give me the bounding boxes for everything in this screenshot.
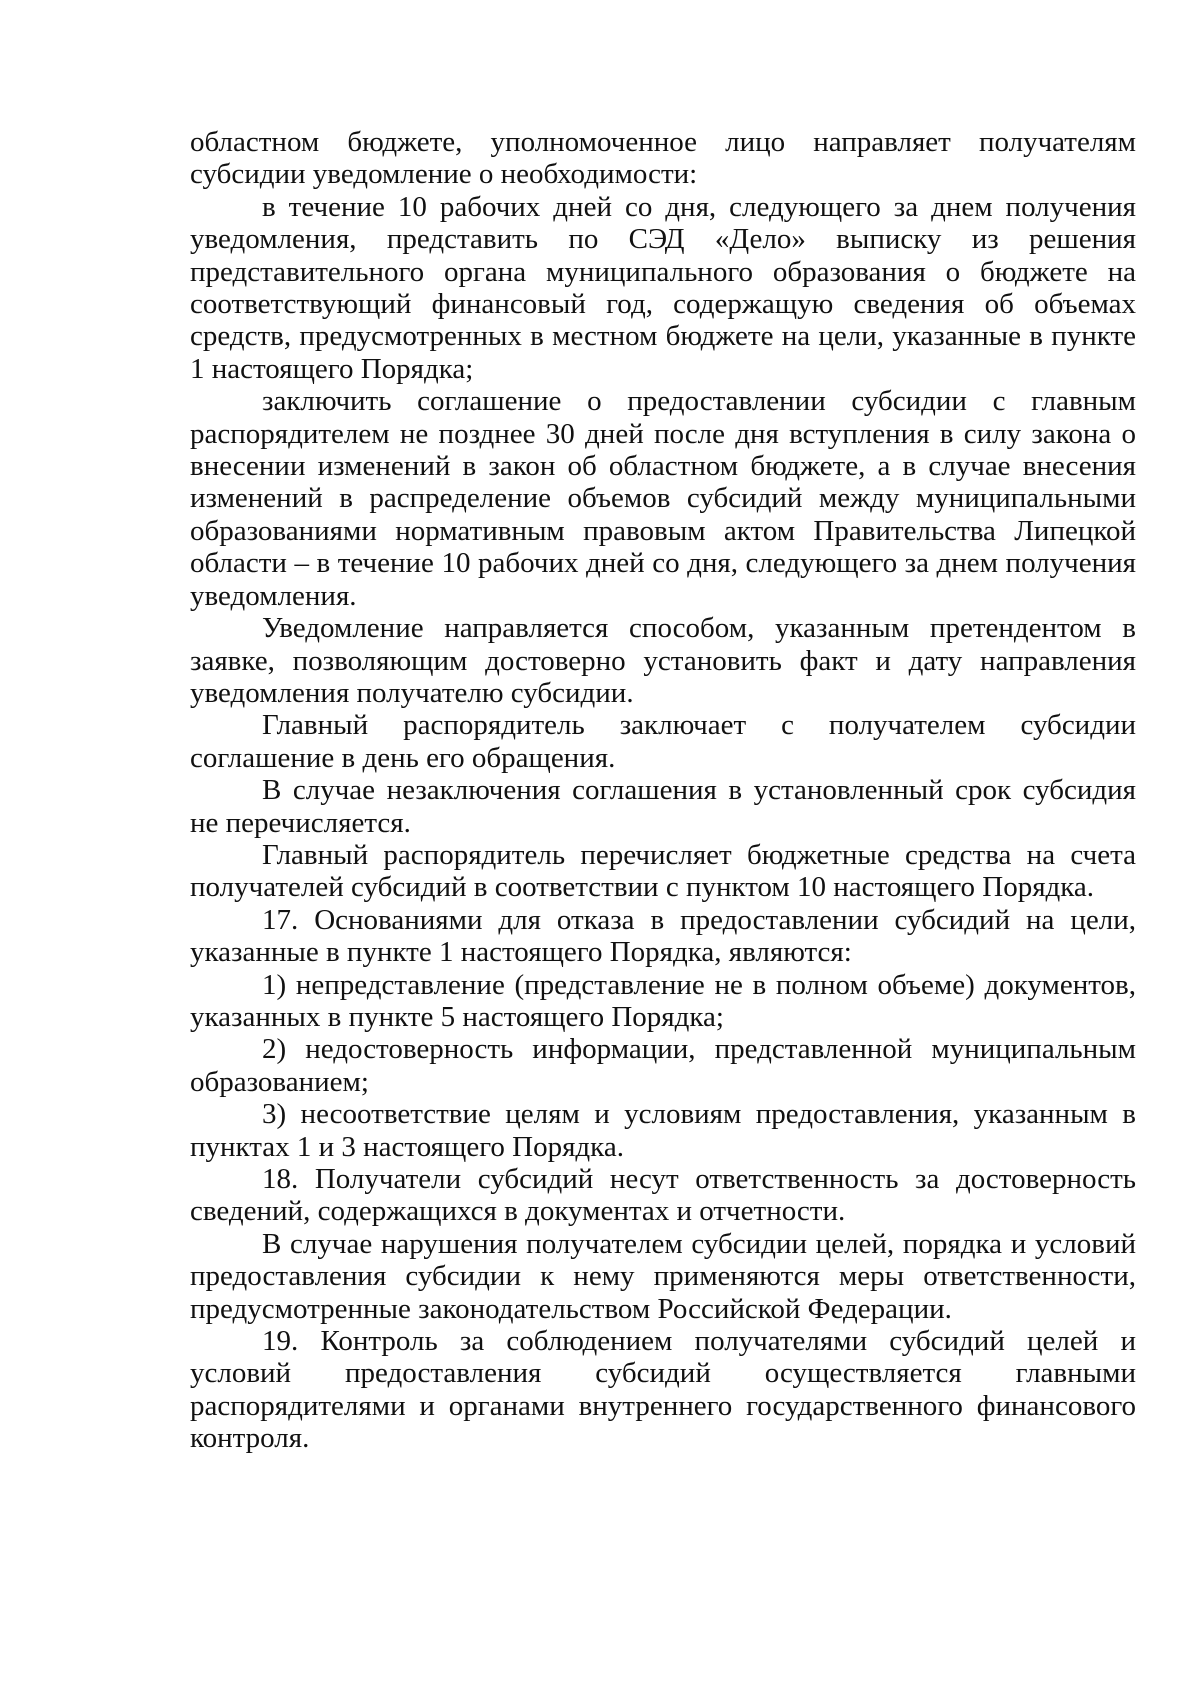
- paragraph-17-item-1: 1) непредставление (представление не в полном объеме) документов, указанных в пункте 5 настоящего Порядка;: [190, 968, 1136, 1033]
- paragraph-19-control: 19. Контроль за соблюдением получателями субсидий целей и условий предоставления субсидий осуществляется главными распорядителями и органами внутреннего государственного финансового контроля.: [190, 1325, 1136, 1455]
- paragraph-17-refusal-grounds: 17. Основаниями для отказа в предоставлении субсидий на цели, указанные в пункте 1 настоящего Порядка, являются:: [190, 903, 1136, 969]
- paragraph-18-violation: В случае нарушения получателем субсидии целей, порядка и условий предоставления субсидии к нему применяются меры ответственности, предусмотренные законодательством Российской Федерации.: [190, 1227, 1136, 1325]
- paragraph-agreement-day: Главный распорядитель заключает с получателем субсидии соглашение в день его обращения.: [190, 709, 1136, 774]
- document-body: [190, 126, 1136, 1455]
- paragraph-18-responsibility: 18. Получатели субсидий несут ответственность за достоверность сведений, содержащихся в документах и отчетности.: [190, 1163, 1136, 1228]
- paragraph-17-item-3: 3) несоответствие целям и условиям предоставления, указанным в пунктах 1 и 3 настоящего Порядка.: [190, 1098, 1136, 1163]
- paragraph-extract-deadline: в течение 10 рабочих дней со дня, следующего за днем получения уведомления, представить по СЭД «Дело» выписку из решения представительного органа муниципального образования о бюджете на соответствующий финансовый год, содержащую сведения об объемах средств, предусмотренных в местном бюджете на цели, указанные в пункте 1 настоящего Порядка;: [190, 190, 1136, 385]
- paragraph-agreement-deadline: заключить соглашение о предоставлении субсидии с главным распорядителем не позднее 30 дней после дня вступления в силу закона о внесении изменений в закон об областном бюджете, а в случае внесения изменений в распределение объемов субсидий между муниципальными образованиями нормативным правовым актом Правительства Липецкой области – в течение 10 рабочих дней со дня, следующего за днем получения уведомления.: [190, 385, 1136, 612]
- paragraph-17-item-2: 2) недостоверность информации, представленной муниципальным образованием;: [190, 1033, 1136, 1098]
- paragraph-notification-method: Уведомление направляется способом, указанным претендентом в заявке, позволяющим достоверно установить факт и дату направления уведомления получателю субсидии.: [190, 612, 1136, 709]
- paragraph-non-conclusion: В случае незаключения соглашения в установленный срок субсидия не перечисляется.: [190, 774, 1136, 839]
- paragraph-continuation: областном бюджете, уполномоченное лицо направляет получателям субсидии уведомление о необходимости:: [190, 126, 1136, 191]
- paragraph-transfer: Главный распорядитель перечисляет бюджетные средства на счета получателей субсидий в соответствии с пунктом 10 настоящего Порядка.: [190, 838, 1136, 904]
